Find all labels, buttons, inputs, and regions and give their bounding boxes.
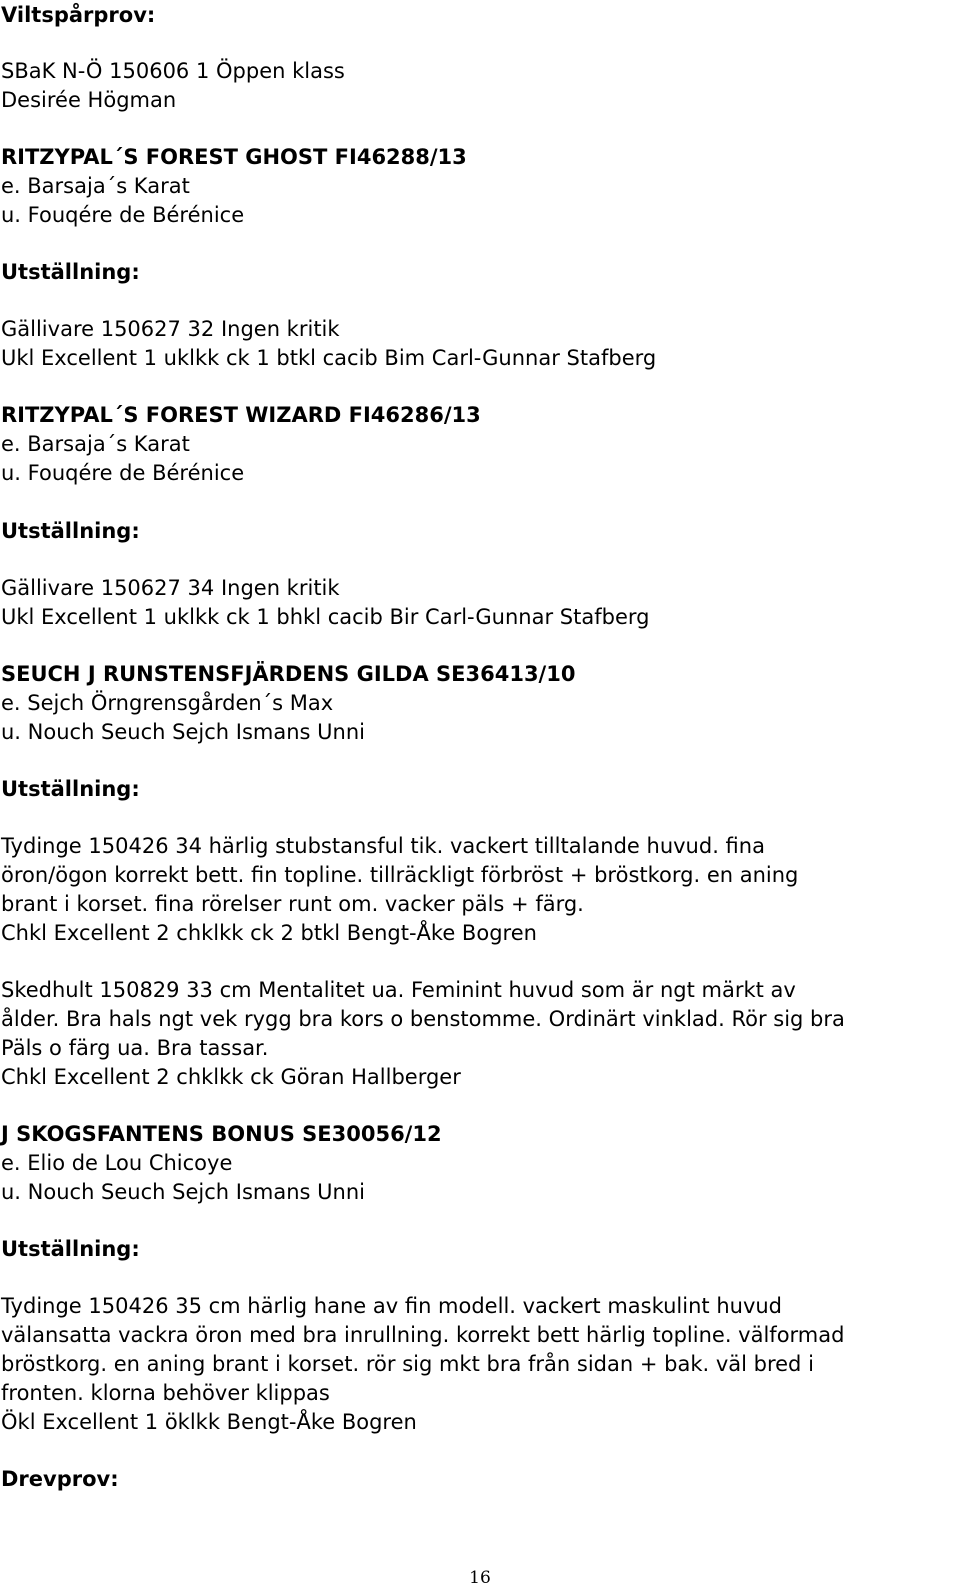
- section-heading-drevprov: Drevprov:: [1, 1467, 119, 1491]
- dog-name: SEUCH J RUNSTENSFJÄRDENS GILDA SE36413/10: [1, 662, 576, 686]
- dog-dam: u. Nouch Seuch Sejch Ismans Unni: [1, 720, 365, 744]
- exhibition-result-line: Gällivare 150627 34 Ingen kritik: [1, 576, 340, 600]
- exhibition-result-line: bröstkorg. en aning brant i korset. rör sig mkt bra från sidan + bak. väl bred i: [1, 1352, 814, 1376]
- exhibition-result-line: Tydinge 150426 34 härlig stubstansful tik. vackert tilltalande huvud. fina: [1, 834, 765, 858]
- dog-name: RITZYPAL´S FOREST WIZARD FI46286/13: [1, 403, 481, 427]
- exhibition-result-line: välansatta vackra öron med bra inrullning. korrekt bett härlig topline. välformad: [1, 1323, 845, 1347]
- exhibition-result-line: Tydinge 150426 35 cm härlig hane av fin modell. vackert maskulint huvud: [1, 1294, 783, 1318]
- trial-info: SBaK N-Ö 150606 1 Öppen klass: [1, 59, 345, 83]
- exhibition-result-line: Ukl Excellent 1 uklkk ck 1 bhkl cacib Bir Carl-Gunnar Stafberg: [1, 605, 650, 629]
- dog-sire: e. Sejch Örngrensgården´s Max: [1, 691, 334, 715]
- exhibition-result-line: Chkl Excellent 2 chklkk ck Göran Hallberger: [1, 1065, 461, 1089]
- exhibition-result-line: fronten. klorna behöver klippas: [1, 1381, 330, 1405]
- trial-judge: Desirée Högman: [1, 88, 177, 112]
- exhibition-result-line: Päls o färg ua. Bra tassar.: [1, 1036, 269, 1060]
- dog-name: J SKOGSFANTENS BONUS SE30056/12: [1, 1122, 442, 1146]
- exhibition-heading: Utställning:: [1, 519, 140, 543]
- exhibition-result-line: Skedhult 150829 33 cm Mentalitet ua. Feminint huvud som är ngt märkt av: [1, 978, 796, 1002]
- exhibition-result-line: ålder. Bra hals ngt vek rygg bra kors o benstomme. Ordinärt vinklad. Rör sig bra: [1, 1007, 845, 1031]
- dog-name: RITZYPAL´S FOREST GHOST FI46288/13: [1, 145, 467, 169]
- dog-sire: e. Elio de Lou Chicoye: [1, 1151, 233, 1175]
- page-number: 16: [469, 1568, 491, 1588]
- exhibition-heading: Utställning:: [1, 1237, 140, 1261]
- dog-dam: u. Fouqére de Bérénice: [1, 461, 245, 485]
- dog-dam: u. Fouqére de Bérénice: [1, 203, 245, 227]
- exhibition-result-line: Ökl Excellent 1 öklkk Bengt-Åke Bogren: [1, 1410, 417, 1434]
- dog-dam: u. Nouch Seuch Sejch Ismans Unni: [1, 1180, 365, 1204]
- exhibition-result-line: Chkl Excellent 2 chklkk ck 2 btkl Bengt-Åke Bogren: [1, 921, 537, 945]
- exhibition-result-line: brant i korset. fina rörelser runt om. vacker päls + färg.: [1, 892, 584, 916]
- exhibition-result-line: öron/ögon korrekt bett. fin topline. tillräckligt förbröst + bröstkorg. en aning: [1, 863, 799, 887]
- dog-sire: e. Barsaja´s Karat: [1, 174, 190, 198]
- dog-sire: e. Barsaja´s Karat: [1, 432, 190, 456]
- exhibition-heading: Utställning:: [1, 777, 140, 801]
- exhibition-result-line: Gällivare 150627 32 Ingen kritik: [1, 317, 340, 341]
- section-heading-viltsparprov: Viltspårprov:: [1, 3, 156, 27]
- exhibition-heading: Utställning:: [1, 260, 140, 284]
- exhibition-result-line: Ukl Excellent 1 uklkk ck 1 btkl cacib Bim Carl-Gunnar Stafberg: [1, 346, 657, 370]
